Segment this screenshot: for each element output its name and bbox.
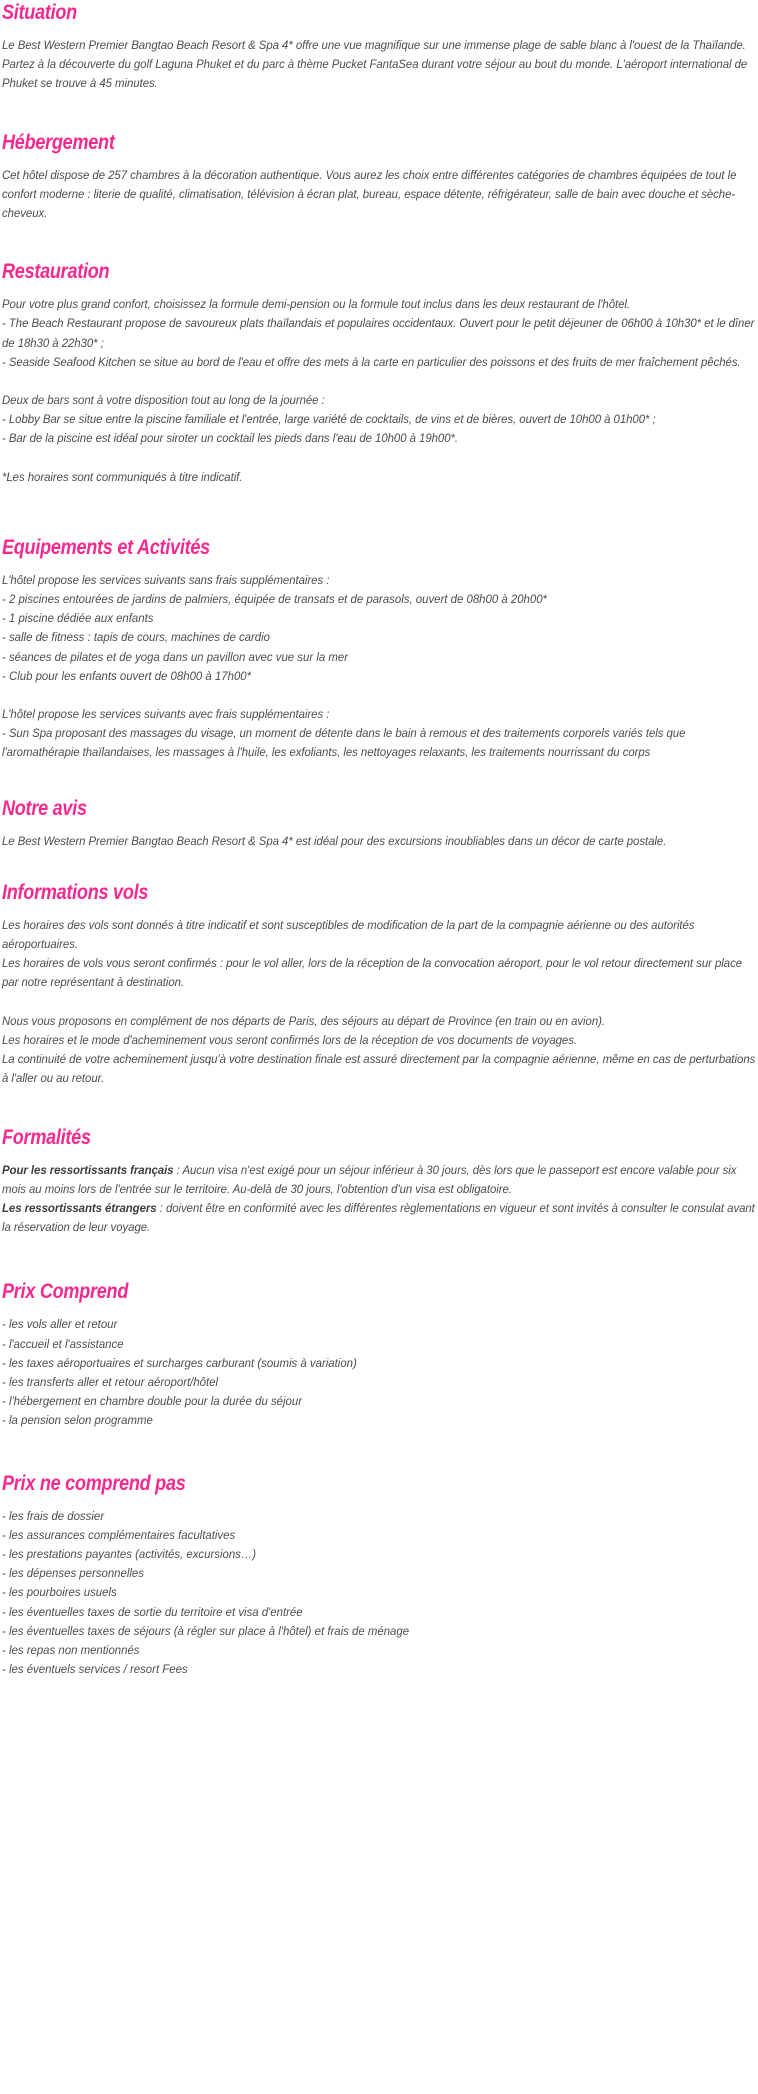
spacer [2,156,756,166]
list-item: - salle de fitness : tapis de cours, machines de cardio [2,630,271,645]
list-item: - les repas non mentionnés [2,1642,140,1657]
section-prix-ne-comprend-pas [2,1431,756,1680]
section-formalites [2,1089,756,1238]
notre-avis-paragraph: Le Best Western Premier Bangtao Beach Resort & Spa 4* est idéal pour des excursions inoubliables dans un décor de carte postale. [2,833,667,848]
section-title-restauration: Restauration [2,260,110,284]
list-item: - les transferts aller et retour aéroport/hôtel [2,1374,219,1389]
list-item: - les frais de dossier [2,1508,105,1523]
list-item: - les éventuelles taxes de sortie du territoire et visa d'entrée [2,1604,303,1619]
list-item: - la pension selon programme [2,1413,153,1428]
informations-vols-block-2: Nous vous proposons en complément de nos départs de Paris, des séjours au départ de Province (en train ou en avion). Les horaires et le mode d'acheminement vous seront confirmés lors de la réception de vos documents de voyages. La continuité de votre acheminement jusqu'à votre destination finale est assuré directement par la compagnie aérienne, même en cas de perturbations à l'aller ou au retour. [2,1013,756,1086]
formalites-foreign-label: Les ressortissants étrangers [2,1200,157,1215]
section-situation [2,0,756,94]
spacer [2,686,756,705]
list-item: - Club pour les enfants ouvert de 08h00 à 17h00* [2,668,252,683]
spacer [2,561,756,571]
section-title-formalites: Formalités [2,1125,91,1149]
list-item: - l'accueil et l'assistance [2,1336,124,1351]
formalites-foreign-text: : doivent être en conformité avec les différentes règlementations en vigueur et sont invités à consulter le consulat avant la réservation de leur voyage. [2,1200,755,1235]
list-item: - les éventuelles taxes de séjours (à régler sur place à l'hôtel) et frais de ménage [2,1623,410,1638]
spacer [2,26,756,36]
spacer [2,906,756,916]
list-item: - séances de pilates et de yoga dans un pavillon avec vue sur la mer [2,649,348,664]
prix-ne-comprend-pas-list [2,1507,756,1680]
spacer [2,1305,756,1315]
formalites-french-text: : Aucun visa n'est exigé pour un séjour inférieur à 30 jours, dès lors que le passeport est encore valable pour six mois au moins lors de l'entrée sur le territoire. Au-delà de 30 jours, l'obtention d'un visa est obligatoire. [2,1162,737,1196]
list-item: - les pourboires usuels [2,1585,117,1600]
section-title-notre-avis: Notre avis [2,796,87,820]
hebergement-paragraph: Cet hôtel dispose de 257 chambres à la décoration authentique. Vous aurez les choix entre différentes catégories de chambres équipées de tout le confort moderne : literie de qualité, climatisation, télévision à écran plat, bureau, espace détente, réfrigérateur, salle de bain avec douche et sèche-cheveux. [2,167,737,221]
restauration-bars-block: Deux de bars sont à votre disposition tout au long de la journée : - Lobby Bar se situe entre la piscine familiale et l'entrée, large variété de cocktails, de vins et de bières, ouvert de 10h00 à 01h00* ; - Bar de la piscine est idéal pour siroter un cocktail les pieds dans l'eau de 10h00 à 19h00*. [2,393,656,446]
spacer [2,285,756,295]
informations-vols-block-1: Les horaires des vols sont donnés à titre indicatif et sont susceptibles de modification de la part de la compagnie aérienne ou des autorités aéroportuaires. Les horaires de vols vous seront confirmés : pour le vol aller, lors de la réception de la convocation aéroport, pour le vol retour directement sur place par notre représentant à destination. [2,917,743,990]
equipements-free-intro: L'hôtel propose les services suivants sans frais supplémentaires : [2,572,330,587]
list-item: - les éventuels services / resort Fees [2,1662,188,1677]
list-item: - les dépenses personnelles [2,1566,144,1581]
section-restauration [2,223,756,487]
spacer [2,1497,756,1507]
restauration-restaurants-block: Pour votre plus grand confort, choisissez la formule demi-pension ou la formule tout inclus dans les deux restaurant de l'hôtel. - The Beach Restaurant propose de savoureux plats thaïlandais et populaires occidentaux. Ouvert pour le petit déjeuner de 06h00 à 10h30* et le dîner de 18h30 à 22h30* ; - Seaside Seafood Kitchen se situe au bord de l'eau et offre des mets à la carte en particulier des poissons et des fruits de mer fraîchement pêchés. [2,297,755,369]
section-title-hebergement: Hébergement [2,130,115,154]
list-item: - les prestations payantes (activités, excursions…) [2,1546,257,1561]
section-prix-comprend [2,1237,756,1430]
section-title-prix-ne-comprend-pas: Prix ne comprend pas [2,1471,186,1495]
section-equipements-activites [2,487,756,763]
formalites-text [2,1161,755,1238]
prix-comprend-list [2,1315,756,1430]
list-item: - les assurances complémentaires facultatives [2,1527,236,1542]
section-title-situation: Situation [2,1,77,24]
formalites-french-label: Pour les ressortissants français [2,1162,174,1177]
spacer [2,1151,756,1161]
section-title-informations-vols: Informations vols [2,880,149,904]
section-title-equipements: Equipements et Activités [2,535,210,559]
list-item: - les vols aller et retour [2,1317,118,1332]
list-item: - l'hébergement en chambre double pour la durée du séjour [2,1394,303,1409]
equipements-paid-block: L'hôtel propose les services suivants avec frais supplémentaires : - Sun Spa proposant des massages du visage, un moment de détente dans le bain à remous et des traitements corporels variés tels que l'aromathérapie thaïlandaises, les massages à l'huile, les exfoliants, les nettoyages relaxants, les traitements nourrissant du corps [2,707,686,760]
situation-paragraph: Le Best Western Premier Bangtao Beach Resort & Spa 4* offre une vue magnifique sur une immense plage de sable blanc à l'ouest de la Thaïlande. Partez à la découverte du golf Laguna Phuket et du parc à thème Pucket FantaSea durant votre séjour au bout du monde. L'aéroport international de Phuket se trouve à 45 minutes. [2,38,748,91]
spacer [2,822,756,832]
list-item: - 2 piscines entourées de jardins de palmiers, équipée de transats et de parasols, ouvert de 08h00 à 20h00* [2,592,547,607]
section-hebergement [2,94,756,224]
restauration-footnote: *Les horaires sont communiqués à titre indicatif. [2,469,243,484]
section-notre-avis [2,763,756,851]
list-item: - les taxes aéroportuaires et surcharges carburant (soumis à variation) [2,1355,357,1370]
section-title-prix-comprend: Prix Comprend [2,1280,129,1304]
equipements-free-list [2,590,756,686]
section-informations-vols [2,851,756,1089]
list-item: - 1 piscine dédiée aux enfants [2,611,154,626]
